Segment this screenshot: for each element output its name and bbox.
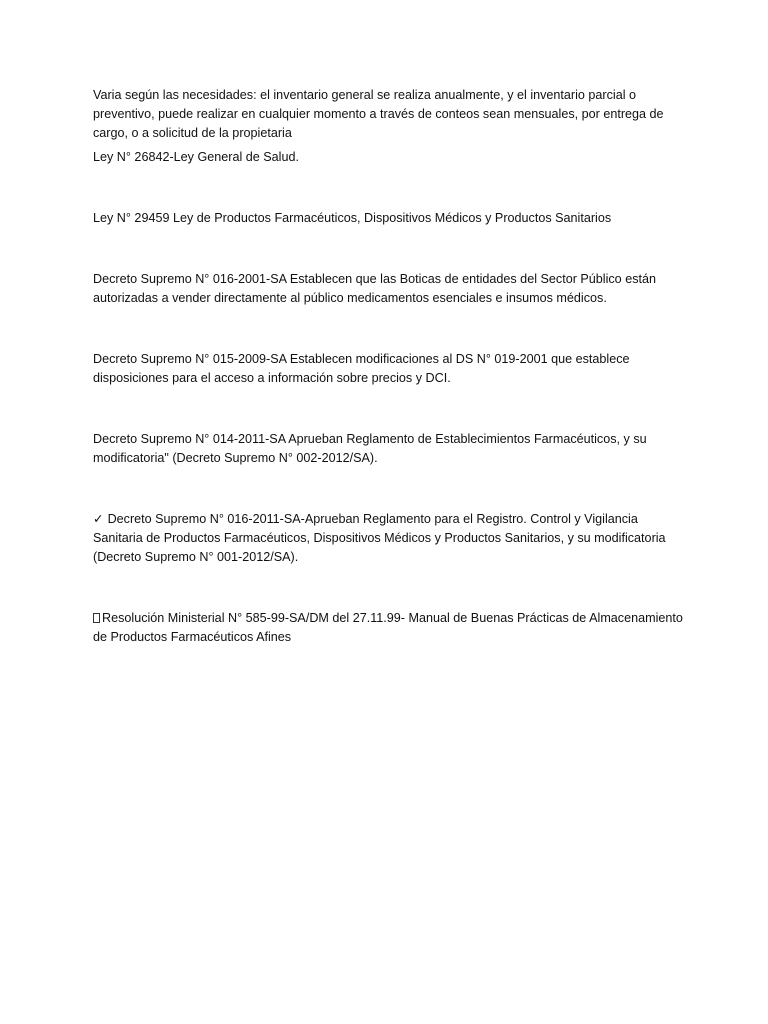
paragraph-ds-016-2011-text: Decreto Supremo N° 016-2011-SA-Aprueban Reglamento para el Registro. Control y Vigilancia Sanitaria de Productos Farmacéuticos, Dispositivos Médicos y Productos Sanitarios, y su modificatoria (Decreto Supremo N° 001-2012/SA). <box>93 512 666 564</box>
paragraph-ds-015-2009 <box>93 350 683 388</box>
paragraph-rm-585-99 <box>93 609 683 647</box>
paragraph-ley-26842-text: Ley N° 26842-Ley General de Salud. <box>93 150 299 164</box>
paragraph-ds-015-2009-text: Decreto Supremo N° 015-2009-SA Establecen modificaciones al DS N° 019-2001 que establece disposiciones para el acceso a información sobre precios y DCI. <box>93 352 630 385</box>
paragraph-ds-016-2001 <box>93 270 683 308</box>
paragraph-ds-016-2011 <box>93 510 683 567</box>
paragraph-ley-26842 <box>93 148 683 167</box>
checkmark-icon: ✓ <box>93 512 104 526</box>
paragraph-ds-014-2011 <box>93 430 683 468</box>
paragraph-ds-016-2001-text: Decreto Supremo N° 016-2001-SA Establecen que las Boticas de entidades del Sector Público están autorizadas a vender directamente al público medicamentos esenciales e insumos médicos. <box>93 272 656 305</box>
paragraph-inventory <box>93 86 683 143</box>
paragraph-inventory-text: Varia según las necesidades: el inventario general se realiza anualmente, y el inventario parcial o preventivo, puede realizar en cualquier momento a través de conteos sean mensuales, por entrega de cargo, o a solicitud de la propietaria <box>93 88 664 140</box>
document-body <box>93 86 683 647</box>
paragraph-ley-29459 <box>93 209 683 228</box>
paragraph-rm-585-99-text: Resolución Ministerial N° 585-99-SA/DM del 27.11.99- Manual de Buenas Prácticas de Almacenamiento de Productos Farmacéuticos Afines <box>93 611 683 644</box>
paragraph-ley-29459-text: Ley N° 29459 Ley de Productos Farmacéuticos, Dispositivos Médicos y Productos Sanitarios <box>93 211 612 225</box>
missing-glyph-icon <box>93 613 100 623</box>
paragraph-ds-014-2011-text: Decreto Supremo N° 014-2011-SA Aprueban Reglamento de Establecimientos Farmacéuticos, y su modificatoria" (Decreto Supremo N° 002-2012/SA). <box>93 432 647 465</box>
